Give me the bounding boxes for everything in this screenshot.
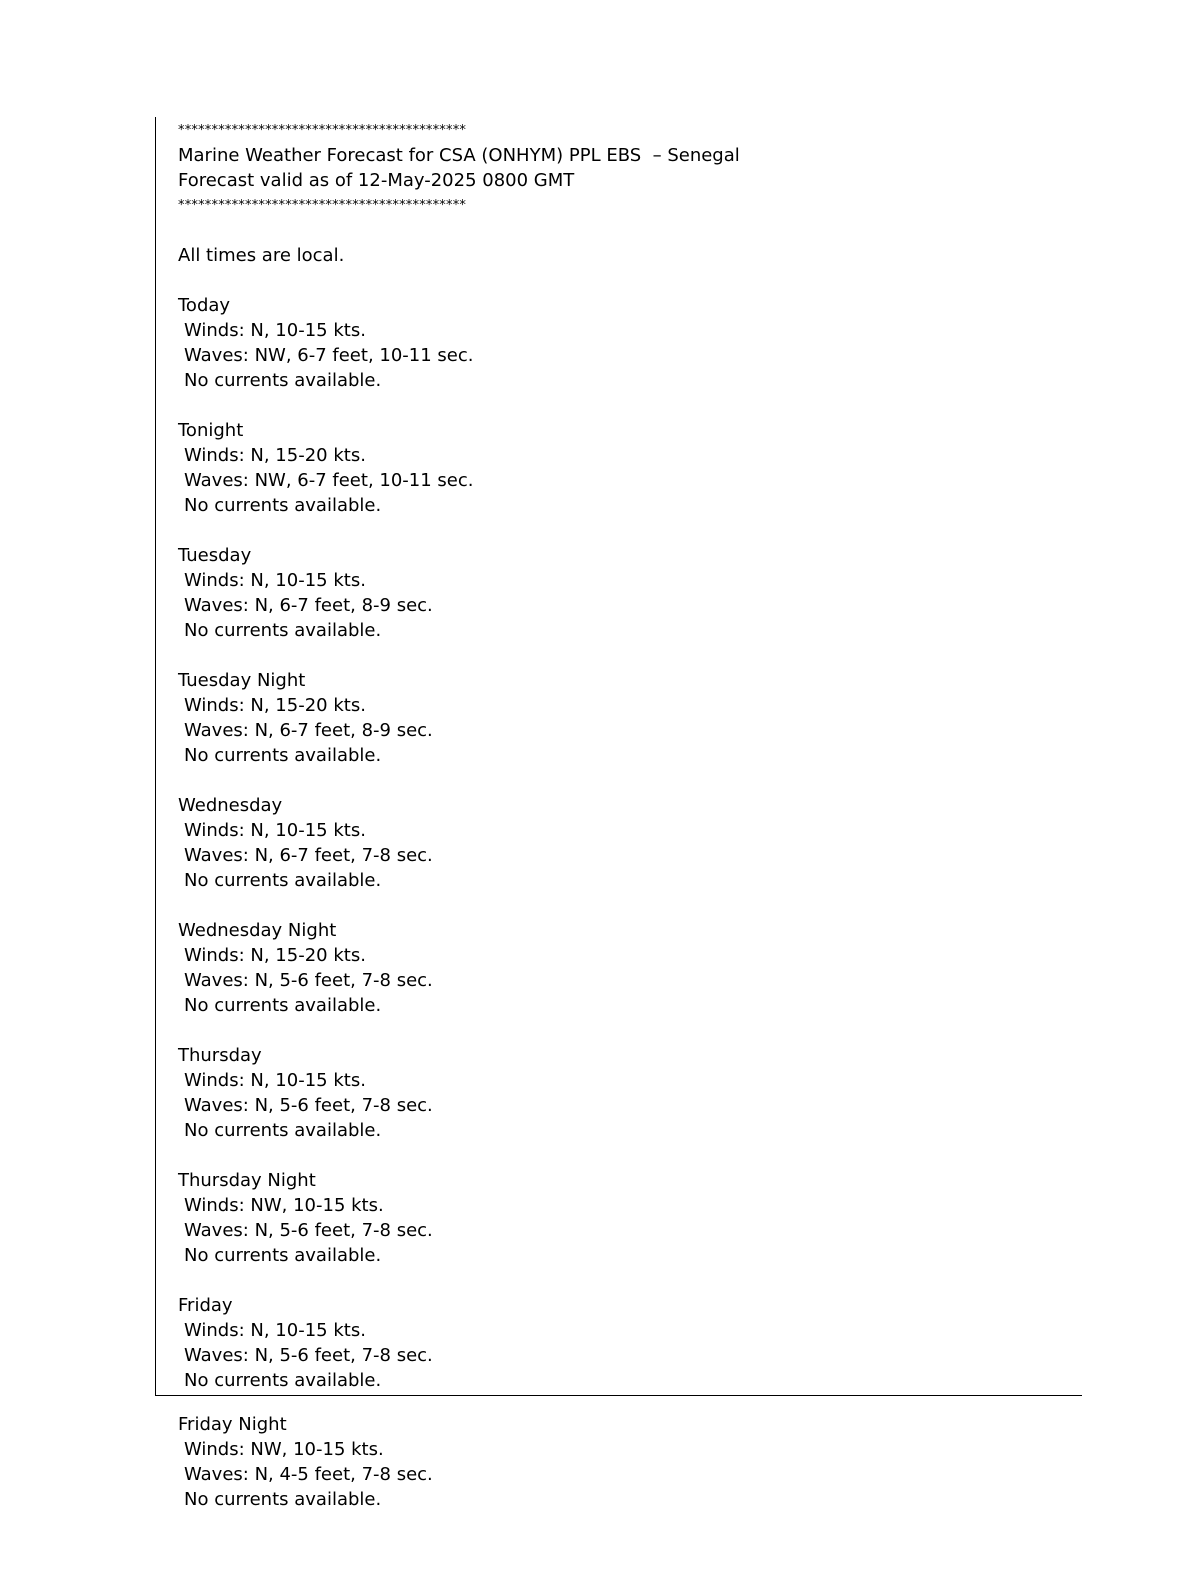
header-stars-top: ******************************************* <box>178 123 467 138</box>
forecast-period <box>178 918 1078 1018</box>
period-currents: No currents available. <box>184 745 382 766</box>
period-waves: Waves: N, 6-7 feet, 8-9 sec. <box>184 720 433 741</box>
forecast-period <box>178 1293 1078 1393</box>
period-currents: No currents available. <box>184 995 382 1016</box>
period-winds: Winds: N, 10-15 kts. <box>184 1320 366 1341</box>
header-stars-bottom: ******************************************* <box>178 198 467 213</box>
period-waves: Waves: N, 6-7 feet, 7-8 sec. <box>184 845 433 866</box>
times-note: All times are local. <box>178 245 345 266</box>
forecast-period <box>178 668 1078 768</box>
forecast-document <box>178 118 1078 1393</box>
period-waves: Waves: N, 5-6 feet, 7-8 sec. <box>184 1220 433 1241</box>
period-winds: Winds: NW, 10-15 kts. <box>184 1195 384 1216</box>
period-name: Today <box>178 295 231 316</box>
period-name: Thursday <box>178 1045 262 1066</box>
forecast-period <box>178 418 1078 518</box>
period-waves: Waves: NW, 6-7 feet, 10-11 sec. <box>184 345 474 366</box>
period-winds: Winds: N, 10-15 kts. <box>184 1070 366 1091</box>
period-currents: No currents available. <box>184 620 382 641</box>
forecast-period <box>178 793 1078 893</box>
frame-bottom-rule <box>155 1395 1082 1396</box>
forecast-title: Marine Weather Forecast for CSA (ONHYM) PPL EBS – Senegal <box>178 145 740 166</box>
period-name: Thursday Night <box>178 1170 316 1191</box>
period-currents: No currents available. <box>184 870 382 891</box>
period-name: Friday <box>178 1295 233 1316</box>
period-waves: Waves: N, 5-6 feet, 7-8 sec. <box>184 1095 433 1116</box>
forecast-period <box>178 543 1078 643</box>
period-name: Wednesday <box>178 795 283 816</box>
period-name: Tonight <box>178 420 244 441</box>
period-name: Friday Night <box>178 1414 287 1435</box>
period-currents: No currents available. <box>184 370 382 391</box>
period-winds: Winds: N, 10-15 kts. <box>184 570 366 591</box>
frame-left-rule <box>155 117 156 1396</box>
period-winds: Winds: N, 15-20 kts. <box>184 945 366 966</box>
period-currents: No currents available. <box>184 1120 382 1141</box>
forecast-period <box>178 293 1078 393</box>
forecast-valid-time: Forecast valid as of 12-May-2025 0800 GMT <box>178 170 575 191</box>
period-currents: No currents available. <box>184 1489 382 1510</box>
forecast-period <box>178 1168 1078 1268</box>
period-currents: No currents available. <box>184 1245 382 1266</box>
period-winds: Winds: N, 10-15 kts. <box>184 820 366 841</box>
period-waves: Waves: N, 4-5 feet, 7-8 sec. <box>184 1464 433 1485</box>
period-waves: Waves: N, 5-6 feet, 7-8 sec. <box>184 1345 433 1366</box>
period-winds: Winds: N, 15-20 kts. <box>184 445 366 466</box>
period-name: Tuesday <box>178 545 252 566</box>
period-name: Tuesday Night <box>178 670 306 691</box>
period-waves: Waves: NW, 6-7 feet, 10-11 sec. <box>184 470 474 491</box>
period-name: Wednesday Night <box>178 920 337 941</box>
period-waves: Waves: N, 6-7 feet, 8-9 sec. <box>184 595 433 616</box>
forecast-period <box>178 1043 1078 1143</box>
period-currents: No currents available. <box>184 495 382 516</box>
forecast-period <box>178 1412 1078 1512</box>
period-winds: Winds: N, 15-20 kts. <box>184 695 366 716</box>
period-waves: Waves: N, 5-6 feet, 7-8 sec. <box>184 970 433 991</box>
period-winds: Winds: NW, 10-15 kts. <box>184 1439 384 1460</box>
period-winds: Winds: N, 10-15 kts. <box>184 320 366 341</box>
period-currents: No currents available. <box>184 1370 382 1391</box>
